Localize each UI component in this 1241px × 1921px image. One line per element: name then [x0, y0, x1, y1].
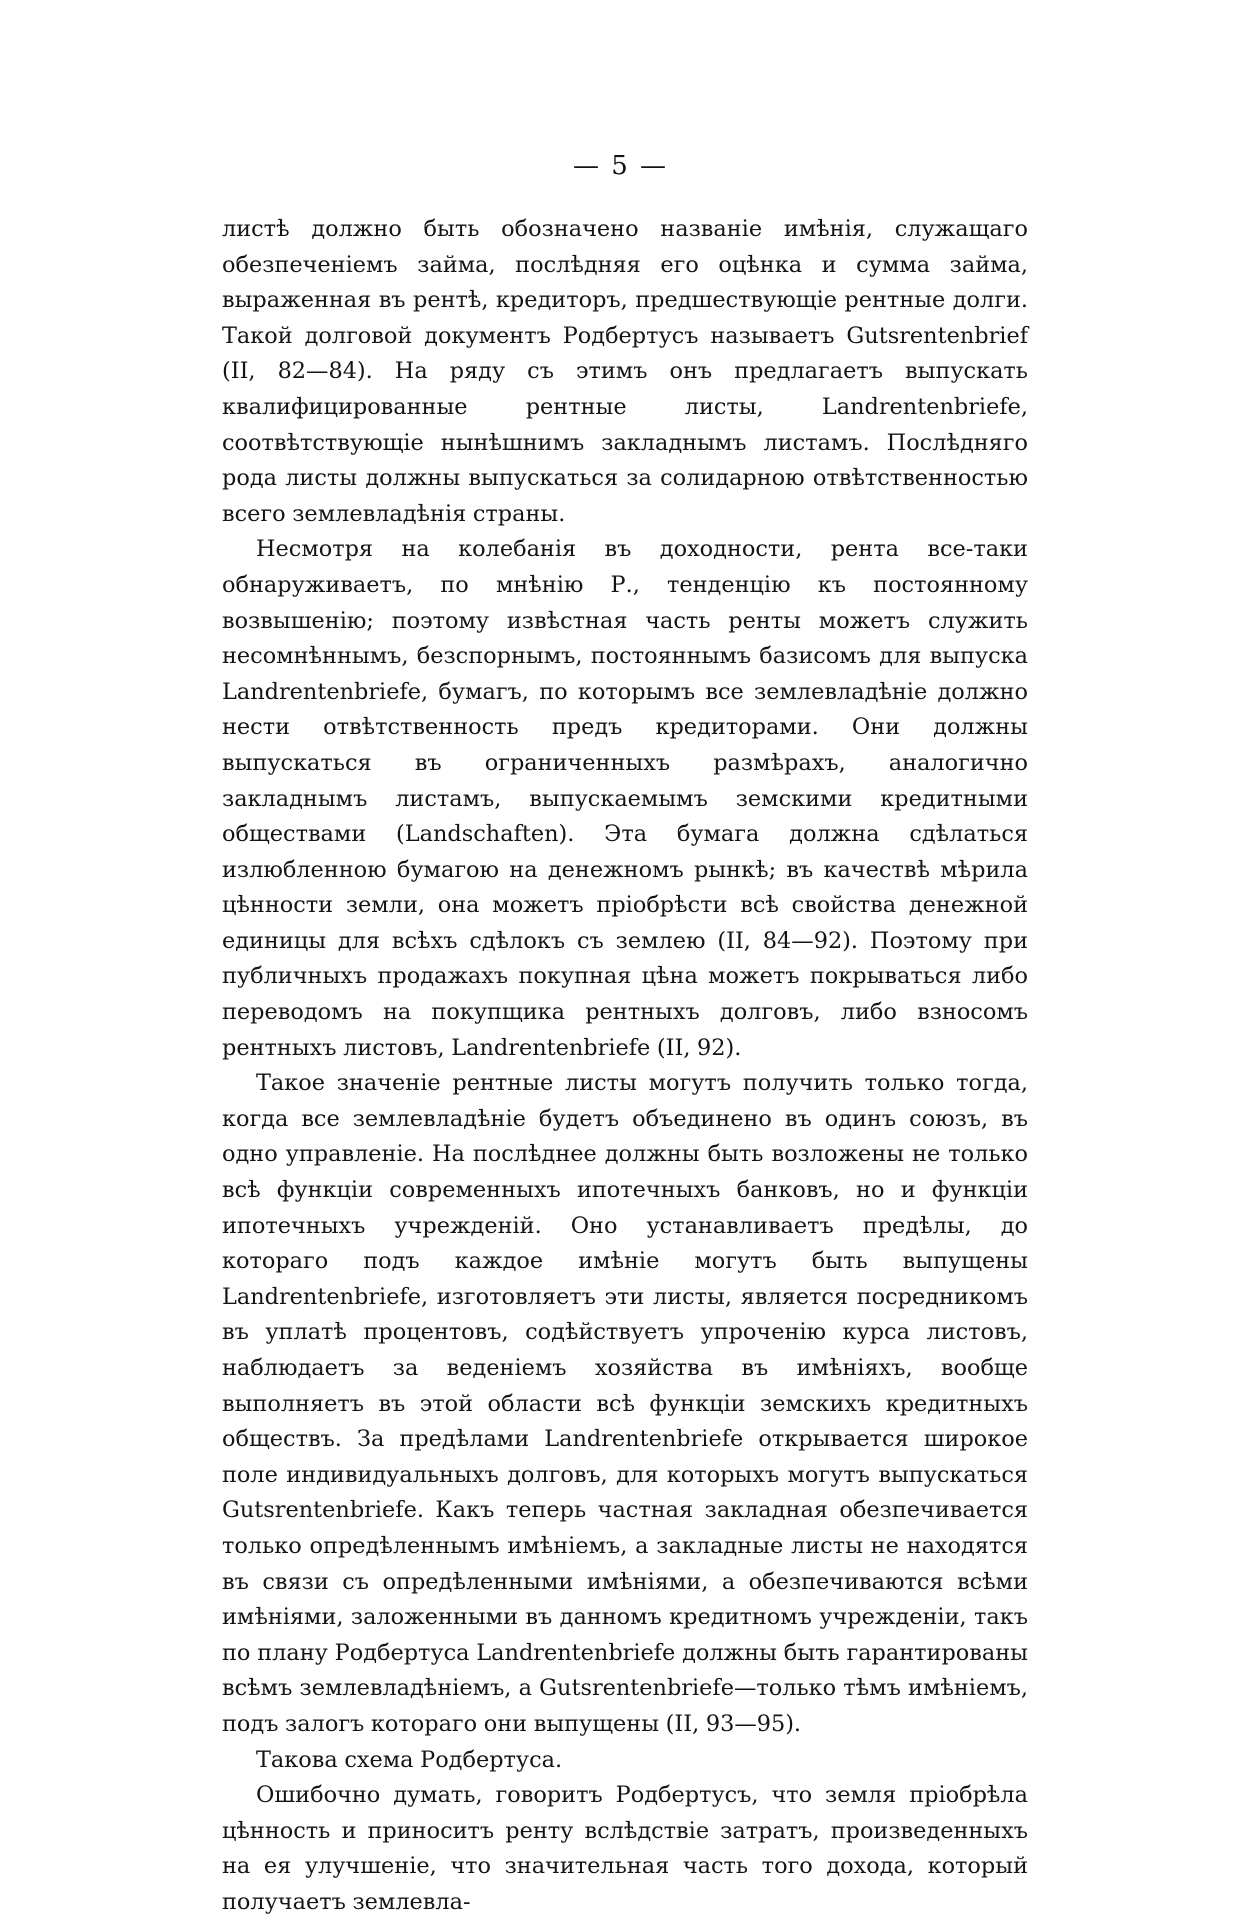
- paragraph-3: Такое значеніе рентные листы могутъ получить только тогда, когда все землевладѣніе будетъ объединено въ одинъ союзъ, въ одно управленіе. На послѣднее должны быть возложены не только всѣ функціи современныхъ ипотечныхъ банковъ, но и функціи ипотечныхъ учрежденій. Оно устанавливаетъ предѣлы, до котораго подъ каждое имѣніе могутъ быть выпущены Landrentenbriefe, изготовляетъ эти листы, является посредникомъ въ уплатѣ процентовъ, содѣйствуетъ упроченію курса листовъ, наблюдаетъ за веденіемъ хозяйства въ имѣніяхъ, вообще выполняетъ въ этой области всѣ функціи земскихъ кредитныхъ обществъ. За предѣлами Landrentenbriefe открывается широкое поле индивидуальныхъ долговъ, для которыхъ могутъ выпускаться Gutsrentenbriefe. Какъ теперь частная закладная обезпечивается только опредѣленнымъ имѣніемъ, а закладные листы не находятся въ связи съ опредѣленными имѣніями, а обезпечиваются всѣми имѣніями, заложенными въ данномъ кредитномъ учрежденіи, такъ по плану Родбертуса Landrentenbriefe должны быть гарантированы всѣмъ землевладѣніемъ, а Gutsrentenbriefe—только тѣмъ имѣніемъ, подъ залогъ котораго они выпущены (II, 93—95).: [222, 1070, 1028, 1737]
- paragraph-5: Ошибочно думать, говоритъ Родбертусъ, что земля пріобрѣла цѣнность и приноситъ ренту вслѣдствіе затратъ, произведенныхъ на ея улучшеніе, что значительная часть того дохода, который получаетъ землевла-: [222, 1782, 1028, 1915]
- paragraph-2: Несмотря на колебанія въ доходности, рента все-таки обнаруживаетъ, по мнѣнію Р., тенденцію къ постоянному возвышенію; поэтому извѣстная часть ренты можетъ служить несомнѣннымъ, безспорнымъ, постояннымъ базисомъ для выпуска Landrentenbriefe, бумагъ, по которымъ все землевладѣніе должно нести отвѣтственность предъ кредиторами. Они должны выпускаться въ ограниченныхъ размѣрахъ, аналогично закладнымъ листамъ, выпускаемымъ земскими кредитными обществами (Landschaften). Эта бумага должна сдѣлаться излюбленною бумагою на денежномъ рынкѣ; въ качествѣ мѣрила цѣнности земли, она можетъ пріобрѣсти всѣ свойства денежной единицы для всѣхъ сдѣлокъ съ землею (II, 84—92). Поэтому при публичныхъ продажахъ покупная цѣна можетъ покрываться либо переводомъ на покупщика рентныхъ долговъ, либо взносомъ рентныхъ листовъ, Landrentenbriefe (II, 92).: [222, 536, 1028, 1061]
- paragraph-4: Такова схема Родбертуса.: [256, 1746, 563, 1773]
- paragraph-1: листѣ должно быть обозначено названіе имѣнія, служащаго обезпеченіемъ займа, послѣдняя его оцѣнка и сумма займа, выраженная въ рентѣ, кредиторъ, предшествующіе рентные долги. Такой долговой документъ Родбертусъ называетъ Gutsrentenbrief (II, 82—84). На ряду съ этимъ онъ предлагаетъ выпускать квалифицированные рентные листы, Landrentenbriefe, соотвѣтствующіе нынѣшнимъ закладнымъ листамъ. Послѣдняго рода листы должны выпускаться за солидарною отвѣтственностью всего землевладѣнія страны.: [222, 216, 1028, 527]
- body-text: [222, 212, 1028, 1921]
- page-number: — 5 —: [572, 151, 669, 181]
